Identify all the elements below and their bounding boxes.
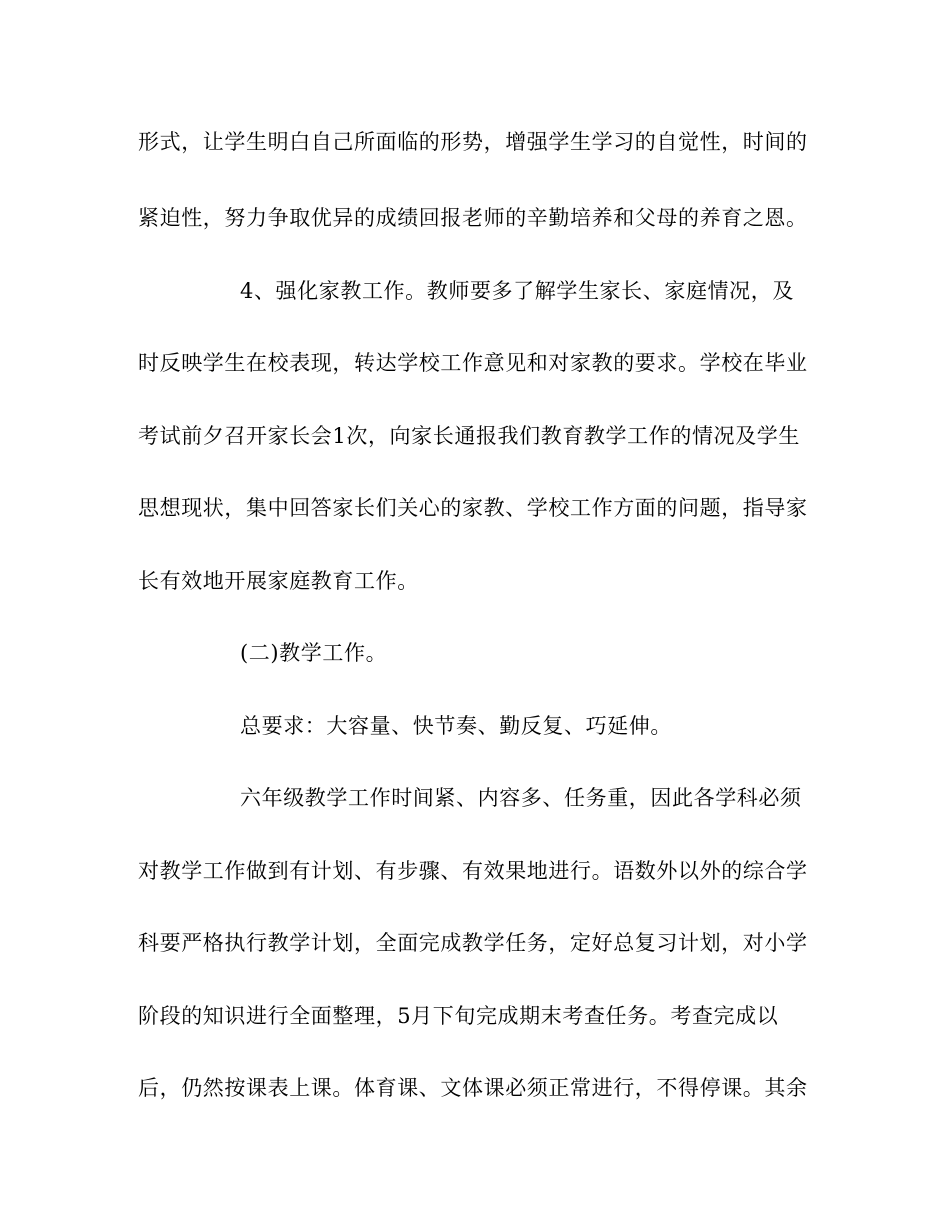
text-line: 对教学工作做到有计划、有步骤、有效果地进行。语数外以外的综合学	[138, 859, 808, 883]
text-line: 总要求：大容量、快节奏、勤反复、巧延伸。	[240, 714, 672, 738]
text-line: 阶段的知识进行全面整理，5月下旬完成期末考查任务。考查完成以	[138, 1004, 779, 1028]
text-line: 紧迫性，努力争取优异的成绩回报老师的辛勤培养和父母的养育之恩。	[138, 206, 808, 230]
text-line: 思想现状，集中回答家长们关心的家教、学校工作方面的问题，指导家	[138, 496, 808, 520]
text-line: (二)教学工作。	[240, 641, 388, 665]
text-line: 4、强化家教工作。教师要多了解学生家长、家庭情况，及	[240, 279, 794, 303]
text-line: 长有效地开展家庭教育工作。	[138, 569, 419, 593]
text-line: 形式，让学生明白自己所面临的形势，增强学生学习的自觉性，时间的	[138, 130, 808, 154]
text-line: 时反映学生在校表现，转达学校工作意见和对家教的要求。学校在毕业	[138, 351, 808, 375]
text-line: 后，仍然按课表上课。体育课、文体课必须正常进行，不得停课。其余	[138, 1076, 808, 1100]
text-line: 考试前夕召开家长会1次，向家长通报我们教育教学工作的情况及学生	[138, 424, 800, 448]
text-line: 科要严格执行教学计划，全面完成教学任务，定好总复习计划，对小学	[138, 931, 808, 955]
text-line: 六年级教学工作时间紧、内容多、任务重，因此各学科必须	[240, 786, 802, 810]
